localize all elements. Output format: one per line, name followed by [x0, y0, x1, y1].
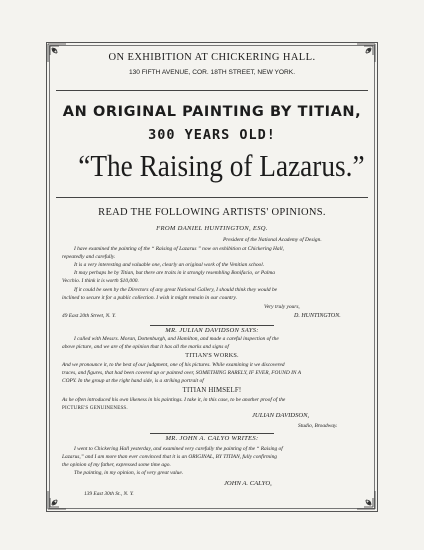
corner-ornament-icon — [47, 490, 67, 510]
huntington-signature: D. HUNTINGTON. — [294, 313, 341, 319]
huntington-text: It may perhaps be by Titian, but there are traits in it strongly resembling Bonifacio, or Palma — [74, 270, 275, 276]
huntington-closing: Very truly yours, — [264, 304, 300, 310]
address-line: 130 FIFTH AVENUE, COR. 18TH STREET, NEW YORK. — [128, 69, 296, 76]
exhibition-heading: ON EXHIBITION AT CHICKERING HALL. — [108, 52, 316, 63]
davidson-signature: JULIAN DAVIDSON, — [252, 412, 310, 419]
davidson-text: above picture, and we are of the opinion that it has all the marks and signs of — [62, 344, 229, 350]
huntington-from: FROM DANIEL HUNTINGTON, ESQ. — [156, 225, 268, 232]
calyo-text: the opinion of my father, expressed some time ago. — [62, 462, 171, 468]
calyo-heading: MR. JOHN A. CALYO WRITES: — [165, 435, 259, 442]
davidson-text: COPY. In the group at the right hand side, is a striking portrait of — [62, 378, 204, 384]
corner-ornament-icon — [356, 490, 376, 510]
davidson-heading: MR. JULIAN DAVIDSON SAYS: — [165, 327, 259, 334]
huntington-text: I have examined the painting of the “ Raising of Lazarus ” now on exhibition at Chickering Hall, — [74, 246, 284, 252]
calyo-signature: JOHN A. CALYO, — [224, 480, 272, 487]
calyo-text: I went to Chickering Hall yesterday, and examined very carefully the painting of the “ Raising of — [74, 446, 283, 452]
divider — [56, 197, 368, 198]
huntington-text: It is a very interesting and valuable one, clearly an original work of the Venitian school. — [74, 262, 265, 268]
headline-original-painting: AN ORIGINAL PAINTING BY TITIAN, — [62, 104, 362, 120]
davidson-emphasis: TITIAN'S WORKS. — [185, 352, 239, 359]
huntington-text: If it could be seen by the Directors of any great National Gallery, I should think they would be — [74, 287, 278, 293]
divider — [150, 433, 274, 434]
davidson-text: PICTURE'S GENUINENESS. — [62, 406, 128, 411]
opinions-subheading: READ THE FOLLOWING ARTISTS' OPINIONS. — [98, 207, 326, 218]
davidson-text: traces, and figures, that had been covered up or painted over, SOMETHING RARELY, IF EVER, FOUND IN A — [62, 370, 302, 376]
divider — [150, 325, 274, 326]
calyo-text: The painting, in my opinion, is of very great value. — [74, 470, 184, 476]
davidson-studio: Studio, Broadway. — [298, 423, 338, 429]
painting-title: “The Raising of Lazarus.” — [78, 148, 365, 183]
huntington-text: inclined to secure it for a public collection. I wish it might remain in our country. — [62, 295, 237, 301]
headline-age: 300 YEARS OLD! — [148, 127, 276, 143]
calyo-text: Lazarus,” and I am more than ever convinced that it is an ORIGINAL, BY TITIAN, fully confirming — [62, 454, 277, 460]
davidson-emphasis: TITIAN HIMSELF! — [182, 387, 242, 394]
huntington-text: Vecchio. I think it is worth $10,000. — [62, 278, 139, 284]
huntington-text: repeatedly and carefully. — [62, 254, 116, 260]
huntington-address: 49 East 20th Street, N. Y. — [62, 313, 116, 319]
calyo-address: 139 East 30th St., N. Y. — [84, 491, 134, 497]
davidson-text: As he often introduced his own likeness in his paintings. I take it, in this case, to be another proof of the — [62, 397, 286, 403]
divider — [56, 90, 368, 91]
davidson-text: I called with Messrs. Moran, Dottenburgh, and Hamilton, and made a careful inspection of the — [74, 336, 279, 342]
davidson-text: And we pronounce it, to the best of our judgment, one of his pictures. While examining it we discovered — [62, 362, 285, 368]
huntington-position: President of the National Academy of Design. — [223, 237, 322, 243]
